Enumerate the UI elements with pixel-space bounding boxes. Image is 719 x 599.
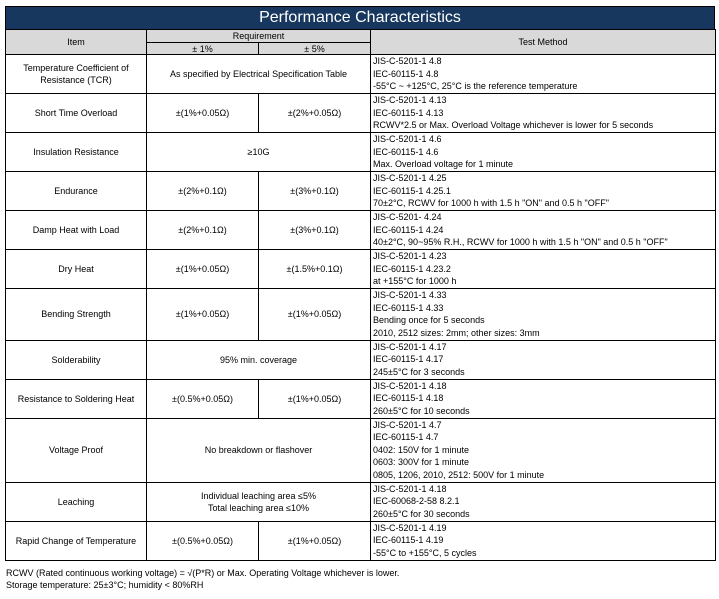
item-cell: Solderability [6,340,147,379]
note-storage: Storage temperature: 25±3°C; humidity < 80%RH [6,579,204,590]
table-row [6,94,716,133]
test-method-cell [371,379,716,418]
item-cell: Leaching [6,482,147,521]
requirement-cell: ≥10G [147,133,371,172]
table-row [6,289,716,341]
test-method-line: IEC-60115-1 4.24 [373,224,444,235]
requirement-1pct-cell: ±(1%+0.05Ω) [147,94,259,133]
item-cell: Bending Strength [6,289,147,341]
header-tolerance-1: ± 1% [147,43,259,55]
item-cell: Resistance to Soldering Heat [6,379,147,418]
test-method-line: 260±5°C for 10 seconds [373,405,470,416]
test-method-line: JIS-C-5201-1 4.7 [373,419,442,430]
requirement-cell [147,482,371,521]
requirement-line: Total leaching area ≤10% [207,502,309,513]
test-method-cell [371,482,716,521]
test-method-line: JIS-C-5201-1 4.13 [373,95,447,105]
note-rcwv: RCWV (Rated continuous working voltage) = √(P*R) or Max. Operating Voltage whichever is lower. [6,567,400,578]
item-cell: Short Time Overload [6,94,147,133]
test-method-line: -55°C ~ +125°C, 25°C is the reference temperature [373,81,578,91]
header-tolerance-5: ± 5% [259,43,371,55]
test-method-line: 0805, 1206, 2010, 2512: 500V for 1 minute [373,469,545,480]
header-requirement: Requirement [147,30,371,43]
test-method-cell [371,133,716,172]
test-method-line: IEC-60115-1 4.13 [373,107,444,118]
test-method-cell [371,521,716,560]
test-method-line: JIS-C-5201- 4.24 [373,212,442,222]
test-method-line: JIS-C-5201-1 4.18 [373,483,447,494]
test-method-line: Max. Overload voltage for 1 minute [373,159,514,169]
requirement-line: Individual leaching area ≤5% [200,490,316,501]
test-method-line: JIS-C-5201-1 4.19 [373,522,447,533]
test-method-line: IEC-60115-1 4.33 [373,302,444,313]
test-method-line: JIS-C-5201-1 4.23 [373,251,447,261]
test-method-cell [371,94,716,133]
table-body [6,55,716,561]
item-cell: Endurance [6,172,147,211]
requirement-5pct-cell: ±(1%+0.05Ω) [259,521,371,560]
table-row [6,211,716,250]
item-cell: Insulation Resistance [6,133,147,172]
table-row [6,172,716,211]
test-method-line: JIS-C-5201-1 4.8 [373,56,442,66]
header-item: Item [6,30,147,55]
table-title: Performance Characteristics [5,6,715,29]
requirement-5pct-cell: ±(1%+0.05Ω) [259,289,371,341]
test-method-line: IEC-60115-1 4.6 [373,146,439,157]
table-row [6,418,716,482]
test-method-line: JIS-C-5201-1 4.6 [373,134,442,144]
test-method-line: -55°C to +155°C, 5 cycles [373,547,477,558]
test-method-line: JIS-C-5201-1 4.17 [373,341,447,352]
test-method-cell [371,172,716,211]
header-row [6,30,716,43]
test-method-line: Bending once for 5 seconds [373,315,485,325]
test-method-line: 0402: 150V for 1 minute [373,444,470,455]
table-row [6,55,716,94]
test-method-cell [371,250,716,289]
test-method-line: IEC-60115-1 4.25.1 [373,185,451,196]
header-test-method: Test Method [371,30,716,55]
notes [5,567,715,591]
item-cell: Voltage Proof [6,418,147,482]
test-method-line: JIS-C-5201-1 4.33 [373,290,447,300]
item-cell: Temperature Coefficient of Resistance (TCR) [6,55,147,94]
test-method-line: 40±2°C, 90~95% R.H., RCWV for 1000 h with 1.5 h "ON" and 0.5 h "OFF" [373,237,668,247]
requirement-1pct-cell: ±(1%+0.05Ω) [147,289,259,341]
test-method-line: 245±5°C for 3 seconds [373,366,465,377]
test-method-line: 0603: 300V for 1 minute [373,457,470,467]
test-method-cell [371,211,716,250]
table-row [6,250,716,289]
table-row [6,482,716,521]
item-cell: Dry Heat [6,250,147,289]
test-method-line: at +155°C for 1000 h [373,276,457,286]
test-method-line: JIS-C-5201-1 4.25 [373,173,447,183]
requirement-5pct-cell: ±(3%+0.1Ω) [259,172,371,211]
table-row [6,379,716,418]
requirement-1pct-cell: ±(2%+0.1Ω) [147,211,259,250]
test-method-line: IEC-60068-2-58 8.2.1 [373,496,460,506]
item-cell: Damp Heat with Load [6,211,147,250]
test-method-cell [371,289,716,341]
requirement-cell: As specified by Electrical Specification Table [147,55,371,94]
table-row [6,133,716,172]
requirement-5pct-cell: ±(1.5%+0.1Ω) [259,250,371,289]
requirement-5pct-cell: ±(3%+0.1Ω) [259,211,371,250]
requirement-1pct-cell: ±(0.5%+0.05Ω) [147,379,259,418]
test-method-cell [371,418,716,482]
requirement-1pct-cell: ±(2%+0.1Ω) [147,172,259,211]
requirement-cell: 95% min. coverage [147,340,371,379]
requirement-cell: No breakdown or flashover [147,418,371,482]
test-method-line: IEC-60115-1 4.19 [373,535,444,545]
test-method-line: JIS-C-5201-1 4.18 [373,380,447,391]
requirement-5pct-cell: ±(1%+0.05Ω) [259,379,371,418]
test-method-line: 2010, 2512 sizes: 2mm; other sizes: 3mm [373,327,540,338]
test-method-line: IEC-60115-1 4.17 [373,354,444,364]
test-method-line: IEC-60115-1 4.7 [373,432,439,442]
table-row [6,521,716,560]
test-method-line: 70±2°C, RCWV for 1000 h with 1.5 h "ON" and 0.5 h "OFF" [373,198,609,208]
item-cell: Rapid Change of Temperature [6,521,147,560]
test-method-line: 260±5°C for 30 seconds [373,508,470,519]
test-method-line: IEC-60115-1 4.18 [373,393,444,403]
requirement-1pct-cell: ±(1%+0.05Ω) [147,250,259,289]
requirement-5pct-cell: ±(2%+0.05Ω) [259,94,371,133]
requirement-1pct-cell: ±(0.5%+0.05Ω) [147,521,259,560]
test-method-cell [371,340,716,379]
test-method-cell [371,55,716,94]
test-method-line: IEC-60115-1 4.8 [373,68,439,79]
performance-table [5,29,716,561]
test-method-line: RCWV*2.5 or Max. Overload Voltage whichever is lower for 5 seconds [373,120,654,130]
performance-table-container [5,6,715,591]
test-method-line: IEC-60115-1 4.23.2 [373,263,451,274]
table-row [6,340,716,379]
